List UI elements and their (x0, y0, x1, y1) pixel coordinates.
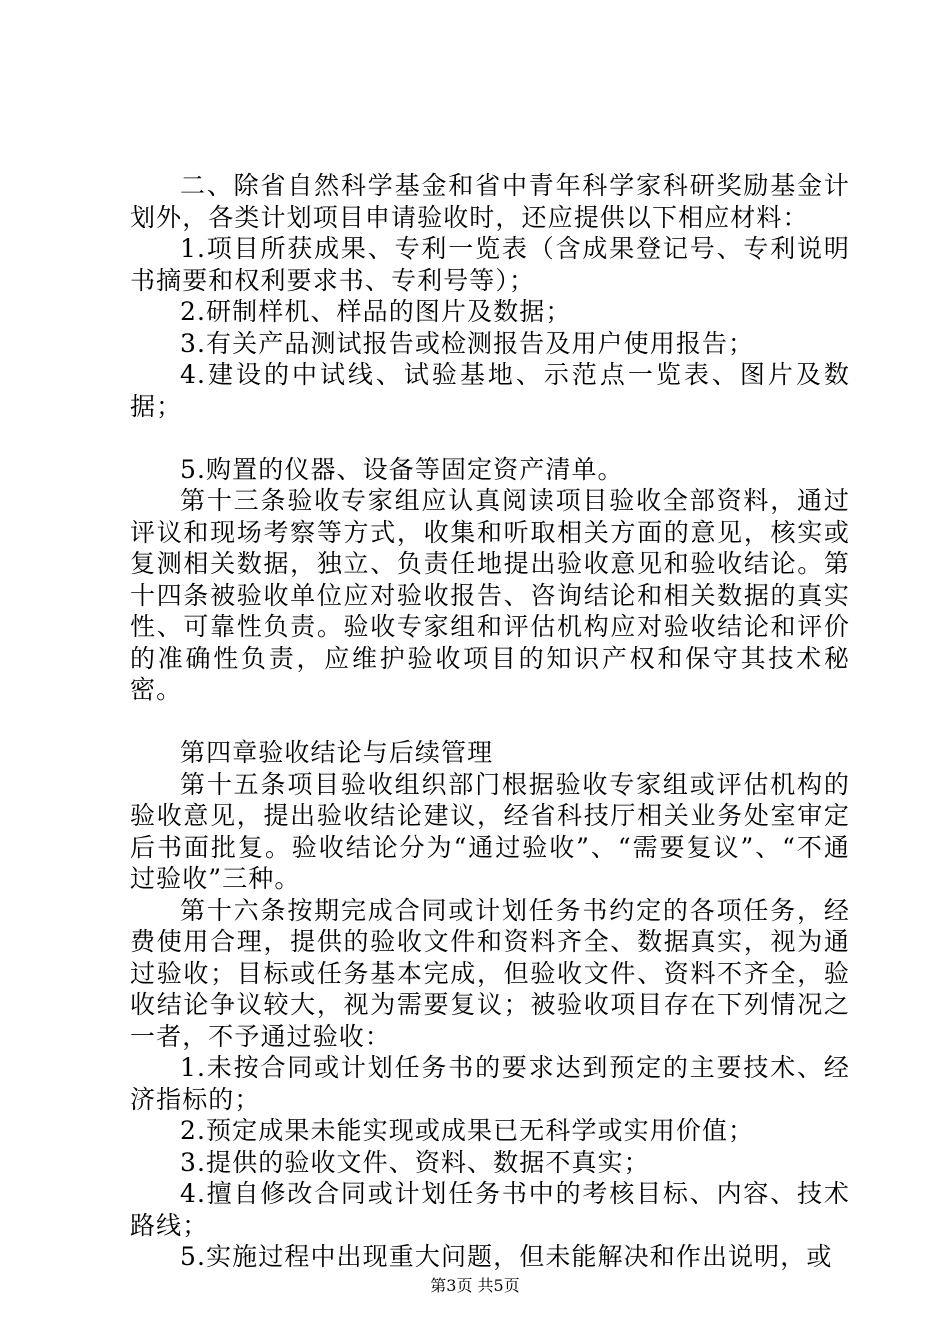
paragraph-fail-item-4: 4.擅自修改合同或计划任务书中的考核目标、内容、技术路线； (130, 1179, 850, 1240)
paragraph-item-1-achievements: 1.项目所获成果、专利一览表（含成果登记号、专利说明书摘要和权利要求书、专利号等）； (130, 234, 850, 295)
paragraph-article-13-14: 第十三条验收专家组应认真阅读项目验收全部资料，通过评议和现场考察等方式，收集和听取相关方面的意见，核实或复测相关数据，独立、负责任地提出验收意见和验收结论。第十四条被验收单位应对验收报告、咨询结论和相关数据的真实性、可靠性负责。验收专家组和评估机构应对验收结论和评价的准确性负责，应维护验收项目的知识产权和保守其技术秘密。 (130, 486, 850, 704)
paragraph-article-15: 第十五条项目验收组织部门根据验收专家组或评估机构的验收意见，提出验收结论建议，经省科技厅相关业务处室审定后书面批复。验收结论分为“通过验收”、“需要复议”、“不通过验收”三种。 (130, 769, 850, 893)
paragraph-spacer (130, 706, 850, 738)
paragraph-item-4-bases: 4.建设的中试线、试验基地、示范点一览表、图片及数据； (130, 360, 850, 421)
paragraph-spacer (130, 422, 850, 454)
chapter-4-heading: 第四章验收结论与后续管理 (180, 738, 494, 767)
page-number-footer: 第3页 共5页 (430, 1276, 520, 1295)
paragraph-fail-item-3: 3.提供的验收文件、资料、数据不真实； (180, 1147, 650, 1177)
paragraph-item-3-reports: 3.有关产品测试报告或检测报告及用户使用报告； (180, 328, 755, 358)
paragraph-materials-intro: 二、除省自然科学基金和省中青年科学家科研奖励基金计划外，各类计划项目申请验收时，还应提供以下相应材料： (130, 171, 850, 232)
paragraph-article-16: 第十六条按期完成合同或计划任务书约定的各项任务，经费使用合理，提供的验收文件和资料齐全、数据真实，视为通过验收；目标或任务基本完成，但验收文件、资料不齐全，验收结论争议较大，视为需要复议；被验收项目存在下列情况之一者，不予通过验收： (130, 895, 850, 1051)
paragraph-item-5-assets: 5.购置的仪器、设备等固定资产清单。 (180, 454, 624, 484)
paragraph-fail-item-2: 2.预定成果未能实现或成果已无科学或实用价值； (180, 1116, 755, 1145)
paragraph-fail-item-1: 1.未按合同或计划任务书的要求达到预定的主要技术、经济指标的； (130, 1053, 850, 1114)
document-body (130, 170, 850, 1273)
paragraph-fail-item-5: 5.实施过程中出现重大问题，但未能解决和作出说明，或 (180, 1242, 833, 1271)
paragraph-item-2-prototypes: 2.研制样机、样品的图片及数据； (180, 297, 572, 326)
